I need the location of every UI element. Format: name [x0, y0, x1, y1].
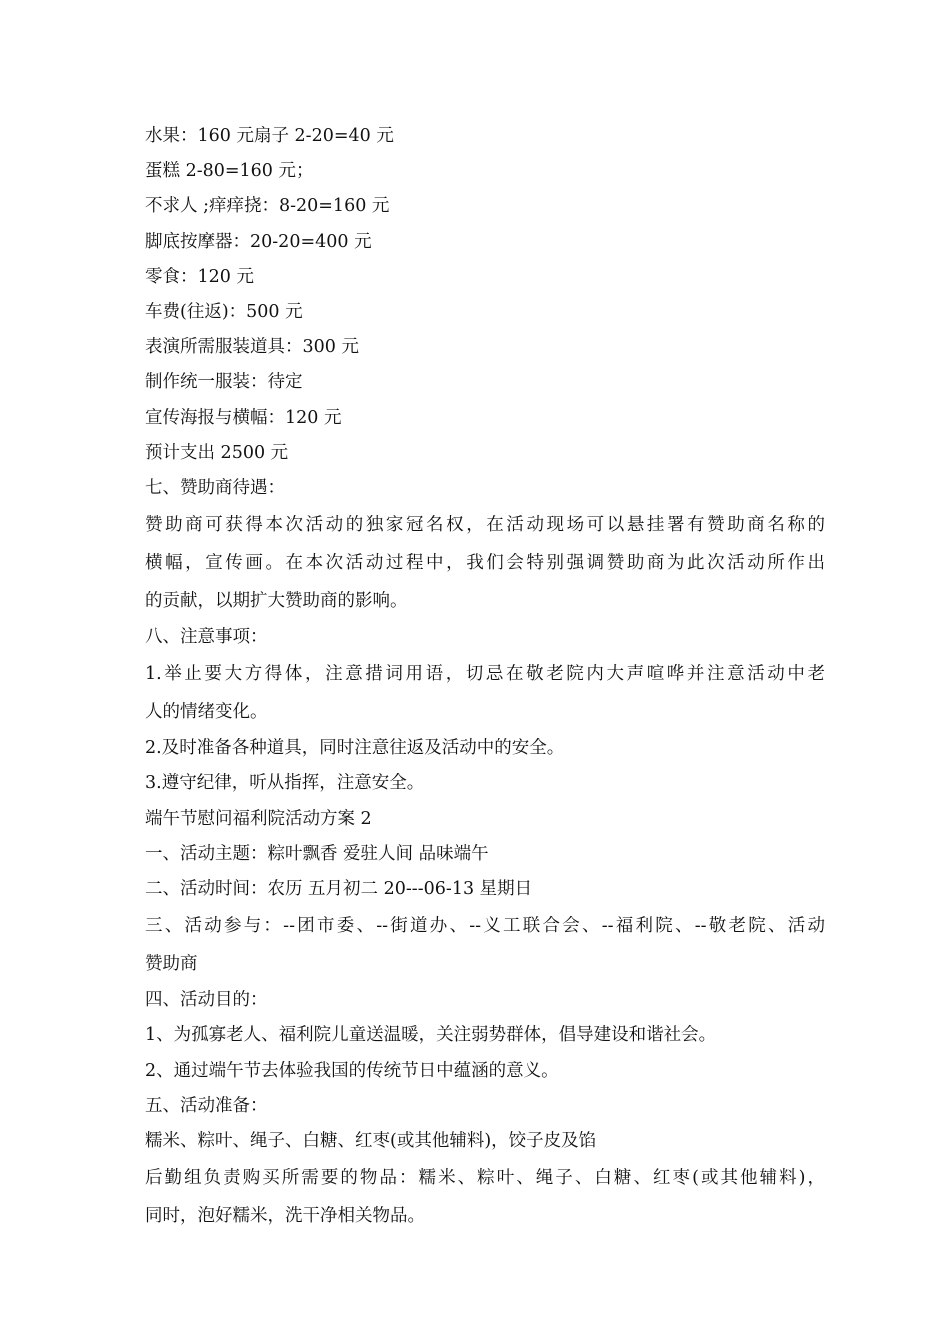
text-line: 人的情绪变化。: [145, 702, 268, 723]
text-line: 横幅，宣传画。在本次活动过程中，我们会特别强调赞助商为此次活动所作出: [145, 553, 825, 574]
plan-title: 端午节慰问福利院活动方案 2: [145, 808, 372, 829]
section-heading: 八、注意事项：: [145, 627, 268, 648]
text-line: 赞助商可获得本次活动的独家冠名权，在活动现场可以悬挂署有赞助商名称的: [145, 515, 825, 536]
text-line: 宣传海报与横幅：120 元: [145, 407, 342, 428]
section-heading: 二、活动时间：农历 五月初二 20---06-13 星期日: [145, 879, 533, 899]
text-line: 1、为孤寡老人、福利院儿童送温暖，关注弱势群体，倡导建设和谐社会。: [145, 1025, 717, 1046]
text-line: 赞助商: [145, 954, 198, 975]
text-line: 车费(往返)：500 元: [145, 301, 303, 322]
text-line: 水果：160 元扇子 2-20=40 元: [145, 126, 394, 146]
section-heading: 一、活动主题：粽叶飘香 爱驻人间 品味端午: [145, 843, 489, 864]
text-line: 的贡献，以期扩大赞助商的影响。: [145, 591, 408, 612]
text-line: 2、通过端午节去体验我国的传统节日中蕴涵的意义。: [145, 1060, 559, 1081]
text-line: 同时，泡好糯米，洗干净相关物品。: [145, 1206, 425, 1227]
section-heading: 七、赞助商待遇：: [145, 477, 285, 498]
section-heading: 五、活动准备：: [145, 1095, 268, 1116]
section-heading: 四、活动目的：: [145, 990, 268, 1011]
text-line: 2.及时准备各种道具，同时注意往返及活动中的安全。: [145, 738, 565, 759]
text-line: 制作统一服装：待定: [145, 372, 303, 393]
participants-paragraph: [145, 907, 825, 983]
text-line: 1.举止要大方得体，注意措词用语，切忌在敬老院内大声喧哗并注意活动中老: [145, 664, 825, 685]
text-line: 后勤组负责购买所需要的物品：糯米、粽叶、绳子、白糖、红枣(或其他辅料)，: [145, 1168, 825, 1189]
sponsor-paragraph: [145, 506, 825, 620]
text-line: 蛋糕 2-80=160 元；: [145, 161, 314, 182]
text-line: 零食：120 元: [145, 266, 254, 287]
text-line: 糯米、粽叶、绳子、白糖、红枣(或其他辅料)，饺子皮及馅: [145, 1130, 597, 1151]
text-line: 预计支出 2500 元: [145, 442, 289, 463]
document-body: [145, 119, 825, 1235]
text-line: 表演所需服装道具：300 元: [145, 337, 359, 358]
logistics-paragraph: [145, 1159, 825, 1235]
text-line: 不求人 ;痒痒挠：8-20=160 元: [145, 196, 390, 217]
text-line: 3.遵守纪律，听从指挥，注意安全。: [145, 773, 425, 794]
notice-item-1: [145, 655, 825, 731]
text-line: 三、活动参与：--团市委、--街道办、--义工联合会、--福利院、--敬老院、活动: [145, 916, 825, 937]
text-line: 脚底按摩器：20-20=400 元: [145, 231, 372, 252]
